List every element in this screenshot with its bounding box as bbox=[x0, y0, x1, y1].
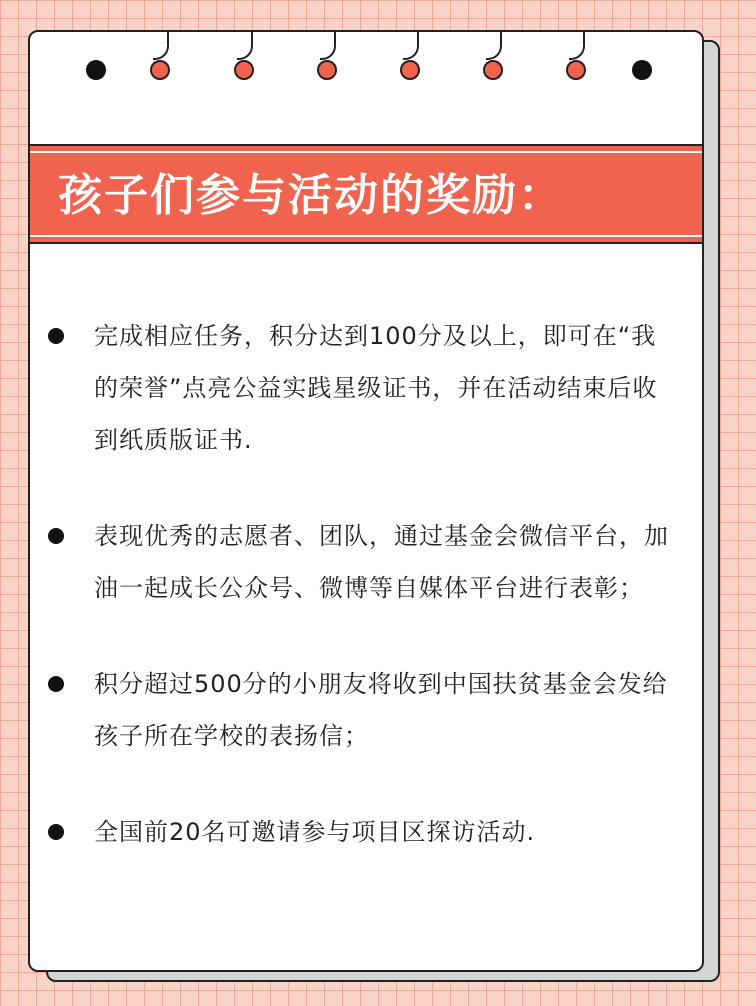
binding-ring-wire bbox=[486, 30, 502, 60]
binding-dot-right bbox=[632, 60, 652, 80]
list-item-text: 完成相应任务，积分达到100分及以上，即可在“我的荣誉”点亮公益实践星级证书，并在活动结束后收到纸质版证书. bbox=[94, 322, 658, 454]
binding-dot-left bbox=[86, 60, 106, 80]
bullet-icon bbox=[48, 824, 64, 840]
binding-ring-hole bbox=[317, 60, 337, 80]
binding-ring-wire bbox=[320, 30, 336, 60]
page-title: 孩子们参与活动的奖励： bbox=[58, 170, 564, 221]
list-item bbox=[30, 806, 702, 858]
binding-ring-hole bbox=[234, 60, 254, 80]
notebook-card bbox=[28, 30, 704, 972]
title-banner bbox=[30, 144, 702, 244]
bullet-icon bbox=[48, 328, 64, 344]
binding-ring-wire bbox=[569, 30, 585, 60]
list-item bbox=[30, 310, 702, 466]
bullet-icon bbox=[48, 528, 64, 544]
binding-ring-wire bbox=[153, 30, 169, 60]
list-item-text: 全国前20名可邀请参与项目区探访活动. bbox=[94, 818, 536, 846]
binding-ring-wire bbox=[237, 30, 253, 60]
list-item bbox=[30, 510, 702, 614]
list-item-text: 积分超过500分的小朋友将收到中国扶贫基金会发给孩子所在学校的表扬信； bbox=[94, 670, 668, 750]
binding-ring-hole bbox=[150, 60, 170, 80]
binding-ring-wire bbox=[403, 30, 419, 60]
list-item bbox=[30, 658, 702, 762]
reward-list bbox=[30, 310, 702, 902]
binding-ring-hole bbox=[400, 60, 420, 80]
binding-ring-hole bbox=[566, 60, 586, 80]
binding-ring-hole bbox=[483, 60, 503, 80]
bullet-icon bbox=[48, 676, 64, 692]
list-item-text: 表现优秀的志愿者、团队，通过基金会微信平台，加油一起成长公众号、微博等自媒体平台进行表彰； bbox=[94, 522, 669, 602]
